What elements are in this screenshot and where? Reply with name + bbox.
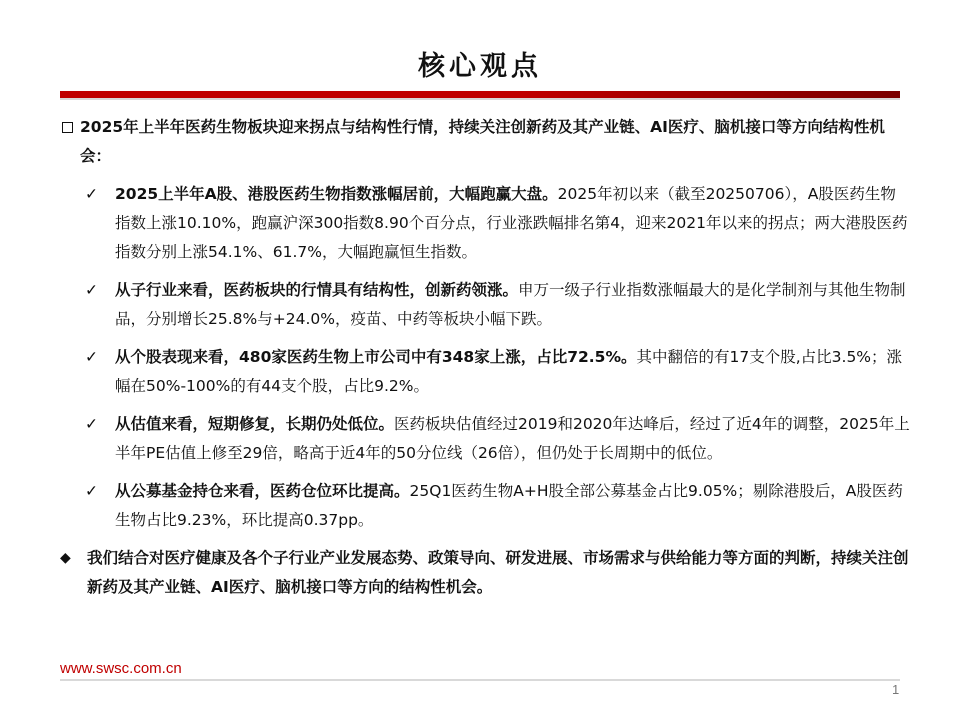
point-text: 其中翻倍的有17支个股,占比3.5%；涨幅在50%-100%的有44支个股，占比9.2%。 [115,348,903,395]
point-item [60,180,910,267]
footer-divider [60,679,900,681]
conclusion-paragraph [60,544,910,602]
checkmark-icon: ✓ [85,415,98,433]
page-title: 核心观点 [418,51,542,82]
point-item [60,343,910,401]
point-item [60,477,910,535]
lead-paragraph [60,113,910,171]
conclusion-text: 我们结合对医疗健康及各个子行业产业发展态势、政策导向、研发进展、市场需求与供给能力等方面的判断，持续关注创新药及其产业链、AI医疗、脑机接口等方向的结构性机会。 [87,549,909,596]
point-heading: 从子行业来看，医药板块的行情具有结构性，创新药领涨。 [115,281,519,299]
point-heading: 从个股表现来看，480家医药生物上市公司中有348家上涨，占比72.5%。 [115,348,637,366]
point-item [60,410,910,468]
diamond-bullet-icon: ◆ [60,550,71,566]
content-body [60,113,910,602]
point-text: 申万一级子行业指数涨幅最大的是化学制剂与其他生物制品，分别增长25.8%与+24.0%，疫苗、中药等板块小幅下跌。 [115,281,906,328]
title-divider-shadow [60,98,900,100]
title-divider [60,91,900,98]
lead-text: 2025年上半年医药生物板块迎来拐点与结构性行情，持续关注创新药及其产业链、AI医疗、脑机接口等方向结构性机会： [80,118,885,165]
checkmark-icon: ✓ [85,281,98,299]
point-heading: 2025上半年A股、港股医药生物指数涨幅居前，大幅跑赢大盘。 [115,185,558,203]
website-link[interactable]: www.swsc.com.cn [60,660,182,677]
checkmark-icon: ✓ [85,348,98,366]
checkmark-icon: ✓ [85,482,98,500]
point-heading: 从公募基金持仓来看，医药仓位环比提高。 [115,482,410,500]
point-text: 25Q1医药生物A+H股全部公募基金占比9.05%；剔除港股后，A股医药生物占比9.23%，环比提高0.37pp。 [115,482,903,529]
point-text: 医药板块估值经过2019和2020年达峰后，经过了近4年的调整，2025年上半年PE估值上修至29倍，略高于近4年的50分位线（26倍），但仍处于长周期中的低位。 [115,415,910,462]
point-text: 2025年初以来（截至20250706），A股医药生物指数上涨10.10%，跑赢沪深300指数8.90个百分点，行业涨跌幅排名第4，迎来2021年以来的拐点；两大港股医药指数分别上涨54.1%、61.7%，大幅跑赢恒生指数。 [115,185,908,261]
point-heading: 从估值来看，短期修复，长期仍处低位。 [115,415,395,433]
checkmark-icon: ✓ [85,185,98,203]
square-bullet-icon [62,122,73,133]
point-item [60,276,910,334]
page-number: 1 [892,682,900,697]
